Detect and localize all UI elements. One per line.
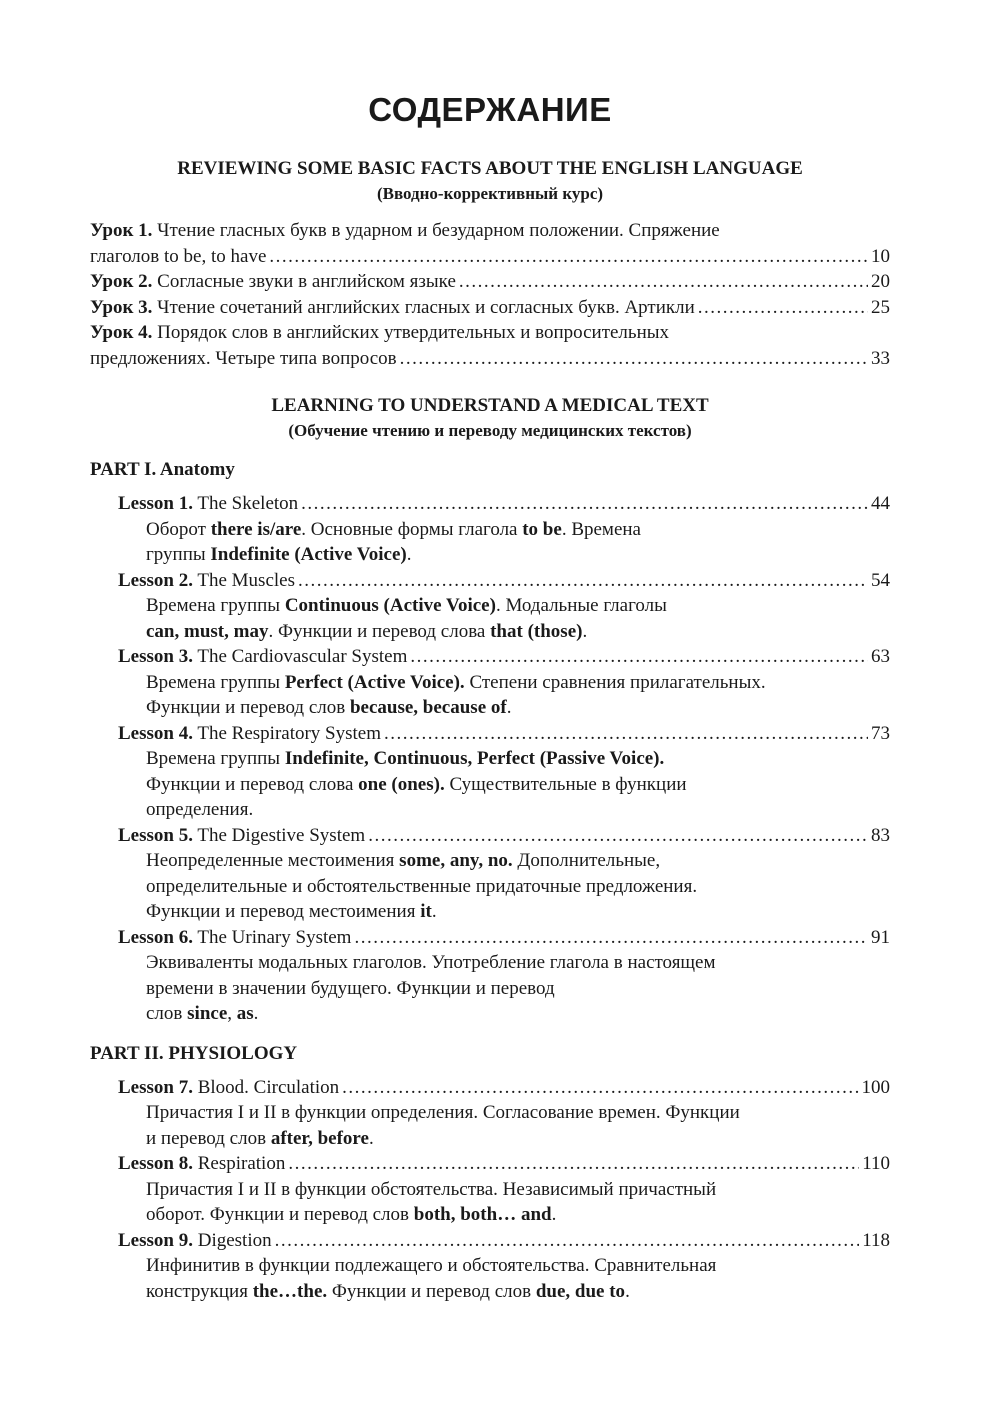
description-line bbox=[146, 517, 890, 543]
page-number: 73 bbox=[871, 722, 890, 744]
page-number: 100 bbox=[861, 1076, 890, 1098]
description-text: . Модальные глаголы bbox=[495, 595, 667, 616]
dot-leader bbox=[410, 644, 868, 670]
dot-leader bbox=[269, 244, 868, 270]
description-text: оборот. Функции и перевод слов bbox=[146, 1204, 414, 1225]
entry-title: Согласные звуки в английском языке bbox=[152, 271, 456, 292]
description-line bbox=[146, 1100, 890, 1126]
entry-label: Lesson 9. bbox=[118, 1229, 193, 1251]
part-heading-anatomy: PART I. Anatomy bbox=[90, 459, 235, 480]
description-text: . bbox=[506, 697, 512, 718]
description-text: определительные и обстоятельственные придаточные предложения. bbox=[146, 875, 698, 897]
toc-entry-leader-line bbox=[118, 823, 890, 849]
grammar-term: it bbox=[420, 901, 432, 922]
entry-title: The Digestive System bbox=[192, 824, 366, 846]
description-line bbox=[146, 1126, 890, 1152]
description-line bbox=[146, 874, 890, 900]
dot-leader bbox=[400, 346, 868, 372]
grammar-term: can, must, may bbox=[146, 620, 269, 642]
part-heading-physiology: PART II. PHYSIOLOGY bbox=[90, 1042, 298, 1064]
page-number: 44 bbox=[871, 493, 890, 514]
description-line bbox=[146, 848, 890, 874]
entry-title: The Cardiovascular System bbox=[192, 646, 408, 667]
toc-entry-leader-line bbox=[118, 1228, 890, 1254]
grammar-term: because, because of bbox=[349, 697, 507, 718]
toc-entry-urok-1[interactable] bbox=[90, 218, 890, 269]
description-text: Функции и перевод слова bbox=[146, 773, 359, 795]
description-text: . bbox=[582, 620, 588, 642]
entry-title: Digestion bbox=[192, 1229, 272, 1251]
description-text: . Функции и перевод слова bbox=[268, 620, 491, 642]
entry-title: The Urinary System bbox=[192, 926, 352, 948]
description-text: группы bbox=[146, 544, 211, 565]
entry-label: Lesson 5. bbox=[118, 824, 193, 846]
toc-entry-leader-line bbox=[118, 721, 890, 747]
entry-title: The Respiratory System bbox=[192, 722, 382, 744]
description-text: . bbox=[431, 901, 437, 922]
grammar-term: to be bbox=[522, 518, 562, 540]
lesson-description bbox=[118, 950, 890, 1027]
description-line bbox=[146, 1001, 890, 1027]
toc-entry-lesson[interactable] bbox=[118, 721, 890, 823]
grammar-term: Continuous (Active Voice) bbox=[284, 595, 496, 616]
entry-label: Урок 3. bbox=[90, 296, 153, 318]
section-intro bbox=[90, 156, 890, 371]
description-text: . bbox=[551, 1204, 557, 1225]
description-line bbox=[146, 593, 890, 619]
description-line bbox=[146, 1253, 890, 1279]
grammar-term: due, due to bbox=[535, 1280, 626, 1302]
page-number: 83 bbox=[871, 824, 890, 846]
description-text: , bbox=[227, 1003, 237, 1024]
toc-entry-leader-line bbox=[118, 1075, 890, 1101]
description-line bbox=[146, 1177, 890, 1203]
toc-entry-lesson[interactable] bbox=[118, 925, 890, 1027]
description-line bbox=[146, 1279, 890, 1305]
toc-entry-lesson[interactable] bbox=[118, 1075, 890, 1152]
grammar-term: as bbox=[236, 1003, 254, 1024]
toc-entry-lesson[interactable] bbox=[118, 491, 890, 568]
description-line bbox=[146, 899, 890, 925]
toc-entry-leader-line bbox=[118, 491, 890, 517]
description-text: Времена группы bbox=[146, 595, 285, 616]
description-line bbox=[146, 1202, 890, 1228]
description-text: и перевод слов bbox=[146, 1127, 271, 1149]
page-number: 54 bbox=[871, 569, 890, 591]
toc-entry-first-line bbox=[90, 218, 890, 244]
entry-label: Урок 4. bbox=[90, 322, 153, 343]
toc-entry-lesson[interactable] bbox=[118, 644, 890, 721]
description-text: . Основные формы глагола bbox=[301, 518, 523, 540]
dot-leader bbox=[384, 721, 868, 747]
toc-entry-lesson[interactable] bbox=[118, 823, 890, 925]
dot-leader bbox=[368, 823, 868, 849]
description-text: Неопределенные местоимения bbox=[146, 850, 400, 871]
grammar-term: the…the. bbox=[252, 1280, 328, 1302]
description-line bbox=[146, 746, 890, 772]
section-subheading: (Обучение чтению и переводу медицинских текстов) bbox=[288, 421, 692, 440]
page-number: 25 bbox=[871, 296, 890, 318]
description-text: Функции и перевод слов bbox=[327, 1280, 536, 1302]
description-line bbox=[146, 772, 890, 798]
lesson-description bbox=[118, 593, 890, 644]
lesson-description bbox=[118, 670, 890, 721]
grammar-term: both, both… and bbox=[413, 1204, 552, 1225]
grammar-term: there is/are bbox=[210, 518, 302, 540]
entry-title: The Skeleton bbox=[192, 493, 299, 514]
dot-leader bbox=[354, 925, 868, 951]
entry-label: Lesson 4. bbox=[118, 722, 193, 744]
section-subheading: (Вводно-коррективный курс) bbox=[376, 184, 604, 203]
entry-title: Порядок слов в английских утвердительных и вопросительных bbox=[152, 322, 670, 343]
page-number: 91 bbox=[871, 926, 890, 948]
description-line bbox=[146, 619, 890, 645]
description-text: слов bbox=[146, 1003, 188, 1024]
section-heading: LEARNING TO UNDERSTAND A MEDICAL TEXT bbox=[271, 395, 709, 416]
toc-entry-urok-3[interactable] bbox=[90, 295, 890, 321]
entry-title-continued: предложениях. Четыре типа вопросов bbox=[90, 347, 397, 369]
entry-label: Lesson 2. bbox=[118, 569, 193, 591]
toc-entry-first-line bbox=[90, 320, 890, 346]
page-title: СОДЕРЖАНИЕ bbox=[368, 91, 612, 128]
description-text: Дополнительные, bbox=[512, 850, 661, 871]
page-number: 10 bbox=[871, 245, 890, 267]
description-text: Причастия I и II в функции обстоятельства. Независимый причастный bbox=[146, 1178, 717, 1200]
description-text: . Времена bbox=[561, 518, 641, 540]
description-text: Времена группы bbox=[146, 671, 285, 693]
lesson-description bbox=[118, 517, 890, 568]
description-text: Эквиваленты модальных глаголов. Употребление глагола в настоящем bbox=[146, 952, 716, 973]
section-medical-text bbox=[90, 393, 890, 1304]
toc-entry-leader-line bbox=[90, 269, 890, 295]
entry-label: Lesson 8. bbox=[118, 1153, 193, 1174]
entry-title: Respiration bbox=[192, 1153, 286, 1174]
entry-label: Lesson 1. bbox=[118, 493, 193, 514]
description-line bbox=[146, 797, 890, 823]
toc-entry-lesson[interactable] bbox=[118, 1151, 890, 1228]
toc-entry-leader-line bbox=[118, 568, 890, 594]
entry-title: Blood. Circulation bbox=[192, 1076, 340, 1098]
description-text: Функции и перевод местоимения bbox=[146, 901, 421, 922]
grammar-term: some, any, no. bbox=[399, 850, 513, 871]
page-number: 33 bbox=[871, 347, 890, 369]
lesson-description bbox=[118, 1100, 890, 1151]
description-text: конструкция bbox=[146, 1280, 253, 1302]
lesson-description bbox=[118, 848, 890, 925]
lesson-description bbox=[118, 1253, 890, 1304]
description-text: . bbox=[625, 1280, 630, 1302]
grammar-term: that (those) bbox=[490, 620, 583, 642]
entry-label: Lesson 6. bbox=[118, 926, 193, 948]
description-text: . bbox=[406, 544, 412, 565]
description-line bbox=[146, 695, 890, 721]
page-number: 63 bbox=[871, 646, 890, 667]
grammar-term: one (ones). bbox=[358, 773, 445, 795]
toc-entry-leader-line bbox=[90, 346, 890, 372]
page-number: 118 bbox=[862, 1229, 890, 1251]
dot-leader bbox=[275, 1228, 860, 1254]
dot-leader bbox=[298, 568, 868, 594]
page-number: 110 bbox=[862, 1153, 890, 1174]
entry-label: Lesson 7. bbox=[118, 1076, 193, 1098]
dot-leader bbox=[301, 491, 868, 517]
entry-label: Lesson 3. bbox=[118, 646, 193, 667]
toc-entry-leader-line bbox=[90, 244, 890, 270]
toc-entry-urok-4[interactable] bbox=[90, 320, 890, 371]
grammar-term: Perfect (Active Voice). bbox=[284, 671, 465, 693]
toc-entry-leader-line bbox=[118, 644, 890, 670]
toc-page bbox=[90, 90, 890, 1304]
toc-entry-urok-2[interactable] bbox=[90, 269, 890, 295]
description-text: Функции и перевод слов bbox=[146, 697, 350, 718]
dot-leader bbox=[288, 1151, 859, 1177]
toc-entry-leader-line bbox=[118, 925, 890, 951]
entry-label: Урок 2. bbox=[90, 271, 153, 292]
grammar-term: since bbox=[187, 1003, 228, 1024]
entry-title: Чтение сочетаний английских гласных и согласных букв. Артикли bbox=[152, 296, 695, 318]
lesson-description bbox=[118, 1177, 890, 1228]
grammar-term: Indefinite (Active Voice) bbox=[210, 544, 407, 565]
entry-title: The Muscles bbox=[192, 569, 295, 591]
description-text: . bbox=[368, 1127, 374, 1149]
description-text: Причастия I и II в функции определения. Согласование времен. Функции bbox=[146, 1102, 740, 1123]
description-line bbox=[146, 670, 890, 696]
toc-entry-leader-line bbox=[118, 1151, 890, 1177]
dot-leader bbox=[459, 269, 868, 295]
section-heading: REVIEWING SOME BASIC FACTS ABOUT THE ENGLISH LANGUAGE bbox=[177, 158, 803, 179]
intro-lessons-list bbox=[90, 218, 890, 371]
description-text: Оборот bbox=[146, 518, 211, 540]
dot-leader bbox=[342, 1075, 858, 1101]
toc-entry-leader-line bbox=[90, 295, 890, 321]
lesson-description bbox=[118, 746, 890, 823]
description-text: определения. bbox=[146, 799, 254, 820]
entry-title: Чтение гласных букв в ударном и безударном положении. Спряжение bbox=[152, 220, 720, 241]
grammar-term: Indefinite, Continuous, Perfect (Passive Voice). bbox=[284, 748, 665, 769]
toc-entry-lesson[interactable] bbox=[118, 1228, 890, 1305]
toc-entry-lesson[interactable] bbox=[118, 568, 890, 645]
description-text: времени в значении будущего. Функции и перевод bbox=[146, 977, 555, 999]
description-text: Существительные в функции bbox=[444, 773, 687, 795]
description-line bbox=[146, 950, 890, 976]
grammar-term: after, before bbox=[270, 1127, 369, 1149]
dot-leader bbox=[698, 295, 868, 321]
description-text: . bbox=[253, 1003, 259, 1024]
description-line bbox=[146, 542, 890, 568]
description-text: Времена группы bbox=[146, 748, 285, 769]
entry-label: Урок 1. bbox=[90, 220, 153, 241]
part-1-lessons-list bbox=[90, 491, 890, 1027]
page-number: 20 bbox=[871, 271, 890, 292]
description-text: Инфинитив в функции подлежащего и обстоятельства. Сравнительная bbox=[146, 1255, 717, 1276]
description-text: Степени сравнения прилагательных. bbox=[464, 671, 766, 693]
entry-title-continued: глаголов to be, to have bbox=[90, 245, 267, 267]
description-line bbox=[146, 976, 890, 1002]
part-2-lessons-list bbox=[90, 1075, 890, 1305]
